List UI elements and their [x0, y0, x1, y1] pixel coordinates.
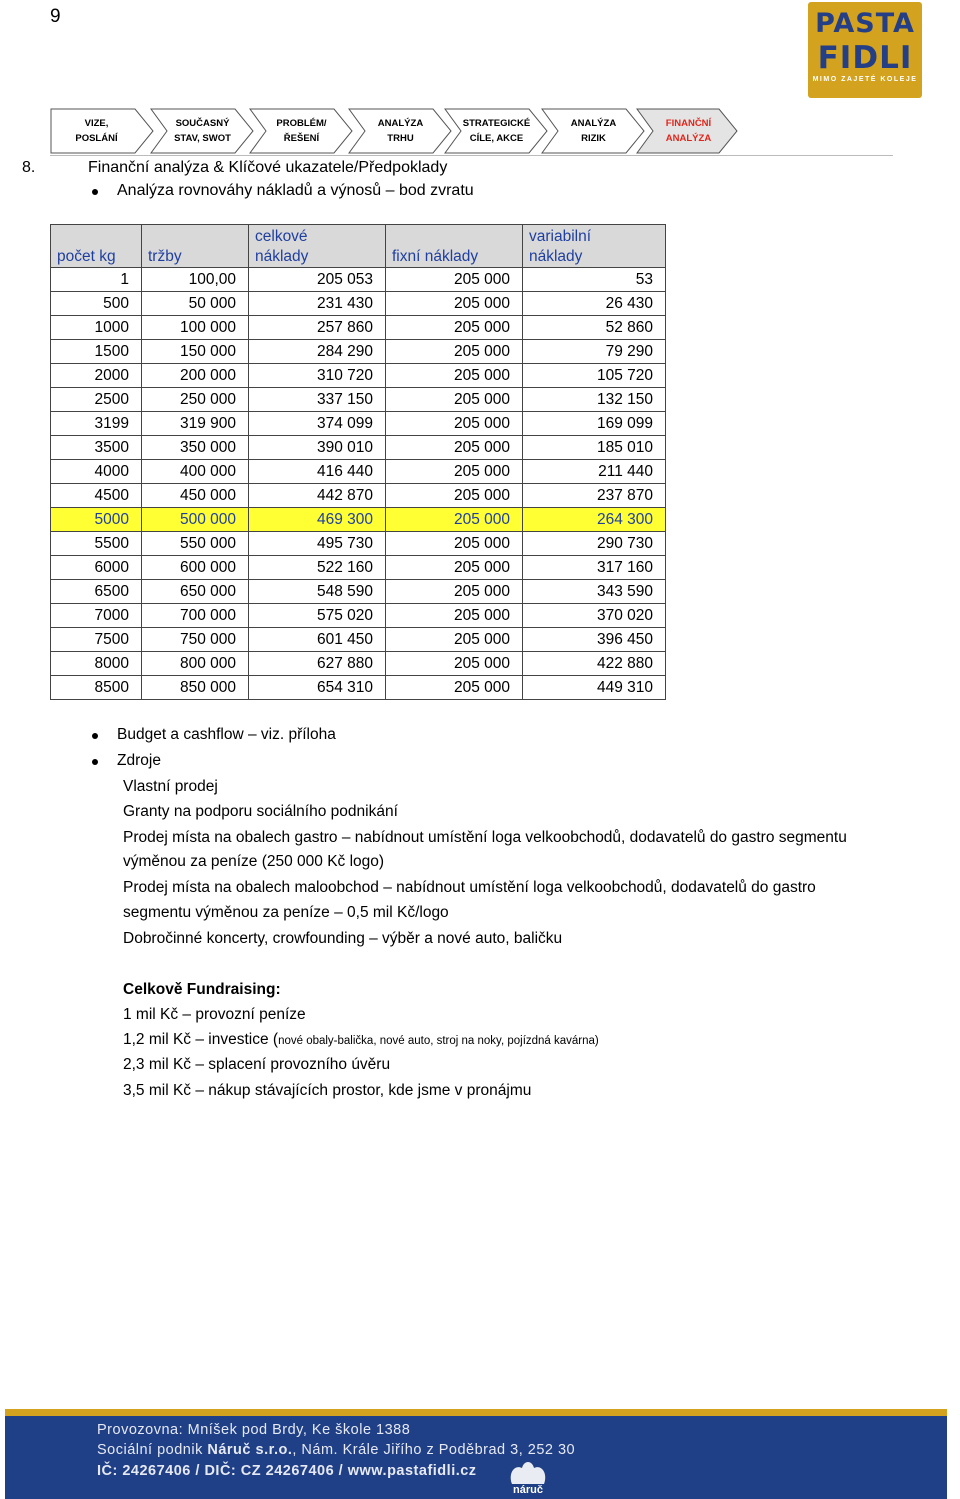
table-cell: 52 860: [523, 316, 666, 340]
table-cell: 205 000: [386, 436, 523, 460]
table-cell: 6500: [51, 580, 142, 604]
footer-company-prefix: Sociální podnik: [97, 1442, 208, 1458]
table-cell: 205 000: [386, 532, 523, 556]
footer-accent-bar: [5, 1409, 947, 1416]
table-cell: 205 000: [386, 412, 523, 436]
source-item: Vlastní prodej: [123, 778, 218, 795]
fundraising-title: Celkově Fundraising:: [123, 981, 281, 998]
table-cell: 205 000: [386, 484, 523, 508]
table-cell: 100,00: [142, 268, 249, 292]
section-subtitle: Analýza rovnováhy nákladů a výnosů – bod zvratu: [117, 182, 474, 199]
table-row: [51, 532, 666, 556]
table-cell: 205 000: [386, 556, 523, 580]
table-cell: 257 860: [249, 316, 386, 340]
table-cell: 700 000: [142, 604, 249, 628]
table-cell: 79 290: [523, 340, 666, 364]
table-cell: 231 430: [249, 292, 386, 316]
footer-company-address: , Nám. Krále Jiřího z Poděbrad 3, 252 30: [292, 1442, 576, 1458]
bullet-icon: [92, 759, 98, 765]
naruc-label: náruč: [513, 1484, 543, 1496]
table-cell: 264 300: [523, 508, 666, 532]
table-cell: 205 000: [386, 460, 523, 484]
table-cell: 422 880: [523, 652, 666, 676]
source-item: segmentu výměnou za peníze – 0,5 mil Kč/logo: [123, 904, 449, 921]
logo-tagline: MIMO ZAJETÉ KOLEJE: [812, 76, 918, 83]
table-row: [51, 268, 666, 292]
table-cell: 205 000: [386, 628, 523, 652]
table-cell: 185 010: [523, 436, 666, 460]
fundraising-item-main: 1,2 mil Kč – investice (: [123, 1031, 279, 1048]
table-cell: 750 000: [142, 628, 249, 652]
table-cell: 350 000: [142, 436, 249, 460]
step-line2: STAV, SWOT: [174, 133, 231, 144]
break-even-table: [50, 224, 666, 700]
table-cell: 5000: [51, 508, 142, 532]
step-financni-analyza[interactable]: [636, 108, 741, 154]
table-row: [51, 676, 666, 700]
table-cell: 50 000: [142, 292, 249, 316]
table-cell: 374 099: [249, 412, 386, 436]
step-soucasny-stav[interactable]: [150, 108, 255, 154]
naruc-logo: [506, 1458, 550, 1498]
table-cell: 1: [51, 268, 142, 292]
step-analyza-rizik[interactable]: [541, 108, 646, 154]
step-line2: ANALÝZA: [665, 133, 712, 144]
table-cell: 654 310: [249, 676, 386, 700]
table-row: [51, 580, 666, 604]
table-cell: 575 020: [249, 604, 386, 628]
fundraising-item: 2,3 mil Kč – splacení provozního úvěru: [123, 1056, 391, 1073]
header-celkove-naklady: [249, 225, 386, 268]
fundraising-item: [123, 1031, 599, 1049]
table-cell: 205 000: [386, 604, 523, 628]
table-cell: 250 000: [142, 388, 249, 412]
header-text: náklady: [255, 248, 309, 265]
table-cell: 205 000: [386, 652, 523, 676]
table-body: [51, 225, 666, 700]
table-cell: 2000: [51, 364, 142, 388]
table-cell: 26 430: [523, 292, 666, 316]
header-text: variabilní: [529, 228, 592, 245]
table-cell: 8500: [51, 676, 142, 700]
table-cell: 310 720: [249, 364, 386, 388]
table-row: [51, 628, 666, 652]
header-variabilni-naklady: [523, 225, 666, 268]
table-cell: 1500: [51, 340, 142, 364]
table-header-row: [51, 225, 666, 268]
table-cell: 650 000: [142, 580, 249, 604]
table-row: [51, 292, 666, 316]
table-cell: 205 000: [386, 676, 523, 700]
table-row: [51, 460, 666, 484]
table-cell: 370 020: [523, 604, 666, 628]
header-text: celkové: [255, 228, 308, 245]
table-cell: 284 290: [249, 340, 386, 364]
header-text: počet kg: [57, 248, 116, 265]
table-cell: 2500: [51, 388, 142, 412]
table-cell: 211 440: [523, 460, 666, 484]
table-cell: 8000: [51, 652, 142, 676]
table-cell: 169 099: [523, 412, 666, 436]
table-cell: 396 450: [523, 628, 666, 652]
step-line1: ANALÝZA: [377, 118, 424, 129]
table-row: [51, 412, 666, 436]
bullet-icon: [92, 189, 98, 195]
footer-company-name: Náruč s.r.o.: [207, 1442, 293, 1458]
footer-address: Provozovna: Mníšek pod Brdy, Ke škole 1388: [97, 1422, 411, 1438]
step-problem[interactable]: [249, 108, 354, 154]
table-row: [51, 556, 666, 580]
table-cell: 150 000: [142, 340, 249, 364]
table-cell: 627 880: [249, 652, 386, 676]
table-cell: 850 000: [142, 676, 249, 700]
step-line1: FINANČNÍ: [665, 118, 712, 129]
page-number: 9: [50, 6, 61, 27]
pasta-fidli-logo: [808, 2, 922, 98]
step-line1: PROBLÉM/: [276, 118, 327, 129]
source-item: Dobročinné koncerty, crowfounding – výběr a nové auto, baličku: [123, 930, 563, 947]
table-row: [51, 604, 666, 628]
table-cell: 319 900: [142, 412, 249, 436]
table-cell: 442 870: [249, 484, 386, 508]
table-cell: 6000: [51, 556, 142, 580]
table-cell: 416 440: [249, 460, 386, 484]
table-cell: 237 870: [523, 484, 666, 508]
table-cell: 53: [523, 268, 666, 292]
table-row: [51, 436, 666, 460]
table-cell: 548 590: [249, 580, 386, 604]
table-cell: 1000: [51, 316, 142, 340]
table-cell: 337 150: [249, 388, 386, 412]
table-cell: 7500: [51, 628, 142, 652]
table-cell: 205 000: [386, 364, 523, 388]
table-cell: 800 000: [142, 652, 249, 676]
table-cell: 205 000: [386, 340, 523, 364]
header-text: náklady: [529, 248, 583, 265]
step-line1: ANALÝZA: [570, 118, 617, 129]
table-cell: 343 590: [523, 580, 666, 604]
table-cell: 522 160: [249, 556, 386, 580]
table-cell: 205 053: [249, 268, 386, 292]
step-strategicke-cile[interactable]: [444, 108, 549, 154]
header-fixni-naklady: [386, 225, 523, 268]
table-cell: 400 000: [142, 460, 249, 484]
logo-line1: PASTA: [815, 8, 915, 39]
logo-line2: FIDLI: [817, 40, 913, 76]
table-cell: 600 000: [142, 556, 249, 580]
table-cell: 495 730: [249, 532, 386, 556]
table-cell: 500 000: [142, 508, 249, 532]
table-cell: 205 000: [386, 580, 523, 604]
fundraising-item: 1 mil Kč – provozní peníze: [123, 1006, 306, 1023]
step-vize[interactable]: [50, 108, 155, 154]
table-cell: 290 730: [523, 532, 666, 556]
table-cell: 450 000: [142, 484, 249, 508]
bullet-icon: [92, 733, 98, 739]
section-number: 8.: [22, 159, 36, 176]
source-item: Prodej místa na obalech maloobchod – nabídnout umístění loga velkoobchodů, dodavatelů do gastro: [123, 879, 816, 896]
table-cell: 100 000: [142, 316, 249, 340]
step-analyza-trhu[interactable]: [348, 108, 453, 154]
footer-company: [97, 1442, 575, 1458]
table-cell: 205 000: [386, 316, 523, 340]
table-cell: 3500: [51, 436, 142, 460]
divider: [50, 155, 893, 156]
table-cell: 4000: [51, 460, 142, 484]
table-cell: 500: [51, 292, 142, 316]
source-item: Prodej místa na obalech gastro – nabídnout umístění loga velkoobchodů, dodavatelů do gastro segmentu: [123, 829, 847, 846]
step-line2: CÍLE, AKCE: [469, 133, 524, 144]
table-row: [51, 316, 666, 340]
table-row: [51, 484, 666, 508]
naruc-icon: [506, 1458, 550, 1486]
fundraising-item-note: nové obaly-balička, nové auto, stroj na noky, pojízdná kavárna): [278, 1035, 599, 1047]
step-line1: SOUČASNÝ: [175, 118, 230, 129]
section-title: Finanční analýza & Klíčové ukazatele/Předpoklady: [88, 159, 448, 176]
step-line1: VIZE,: [84, 118, 109, 129]
header-text: fixní náklady: [392, 248, 479, 265]
table-cell: 200 000: [142, 364, 249, 388]
table-cell: 205 000: [386, 508, 523, 532]
table-cell: 205 000: [386, 292, 523, 316]
table-row: [51, 388, 666, 412]
footer-ids: IČ: 24267406 / DIČ: CZ 24267406 / www.pastafidli.cz: [97, 1463, 477, 1479]
table-row: [51, 508, 666, 532]
budget-bullet: Budget a cashflow – viz. příloha: [117, 726, 336, 743]
table-cell: 449 310: [523, 676, 666, 700]
table-cell: 390 010: [249, 436, 386, 460]
zdroje-bullet: Zdroje: [117, 752, 161, 769]
table-cell: 3199: [51, 412, 142, 436]
footer: [5, 1416, 947, 1499]
table-cell: 4500: [51, 484, 142, 508]
fundraising-item: 3,5 mil Kč – nákup stávajících prostor, kde jsme v pronájmu: [123, 1082, 532, 1099]
table-row: [51, 364, 666, 388]
table-row: [51, 340, 666, 364]
header-text: tržby: [148, 248, 182, 265]
source-item: Granty na podporu sociálního podnikání: [123, 803, 398, 820]
table-cell: 7000: [51, 604, 142, 628]
table-cell: 205 000: [386, 268, 523, 292]
step-line2: TRHU: [387, 133, 414, 144]
step-line2: POSLÁNÍ: [75, 133, 118, 144]
table-cell: 132 150: [523, 388, 666, 412]
table-cell: 469 300: [249, 508, 386, 532]
table-cell: 317 160: [523, 556, 666, 580]
table-cell: 550 000: [142, 532, 249, 556]
table-cell: 5500: [51, 532, 142, 556]
table-cell: 205 000: [386, 388, 523, 412]
table-cell: 105 720: [523, 364, 666, 388]
step-line2: RIZIK: [581, 133, 606, 144]
table-cell: 601 450: [249, 628, 386, 652]
header-trzby: [142, 225, 249, 268]
header-pocet-kg: [51, 225, 142, 268]
step-line2: ŘEŠENÍ: [283, 133, 320, 144]
step-line1: STRATEGICKÉ: [462, 118, 531, 129]
source-item: výměnou za peníze (250 000 Kč logo): [123, 853, 385, 870]
table-row: [51, 652, 666, 676]
